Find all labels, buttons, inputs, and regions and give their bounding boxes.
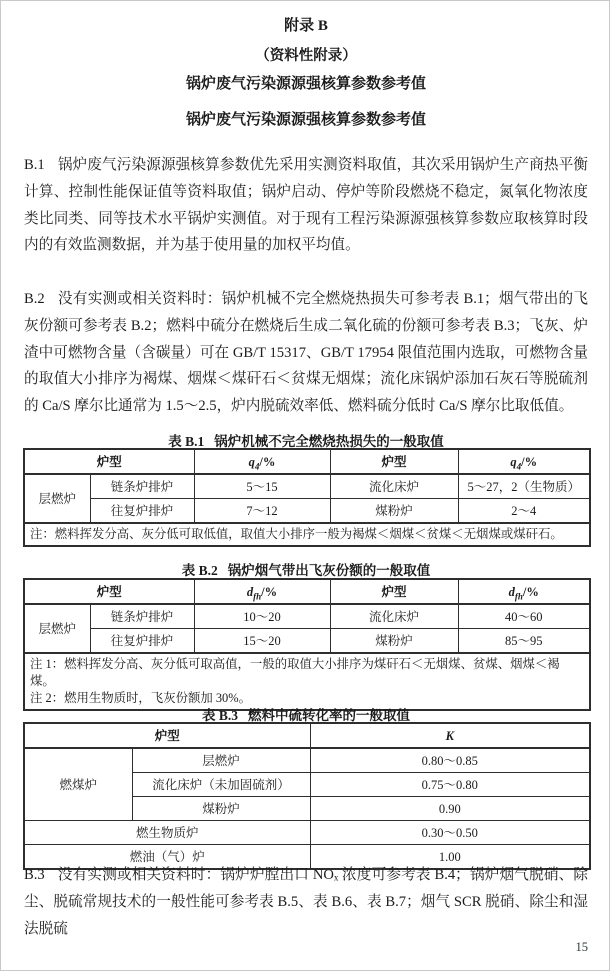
table-cell: 2～4 xyxy=(458,499,590,524)
table-cell: 0.90 xyxy=(310,797,590,821)
table-b2-header-dfh: $d_{fh}/\%$ xyxy=(194,579,330,604)
document-title-repeat: 锅炉废气污染源源强核算参数参考值 xyxy=(185,112,426,128)
table-b2-header-dfh-2: $d_{fh}/\%$ xyxy=(458,579,590,604)
table-b2-caption xyxy=(24,559,588,579)
paragraph-b3-text: 没有实测或相关资料时：锅炉炉膛出口 NOₓ 浓度可参考表 B.4；锅炉烟气脱硝、除尘、脱硫常规技术的一般性能可参考表 B.5、表 B.6、表 B.7；烟气 SCR 脱硝、除尘和湿法脱硫 xyxy=(24,867,588,937)
table-b1-caption-text: 锅炉机械不完全燃烧热损失的一般取值 xyxy=(214,434,444,449)
paragraph-b3-label: B.3 xyxy=(24,867,45,883)
table-cell: 10～20 xyxy=(194,604,330,629)
table-b1-header-q4: $q_4/\%$ xyxy=(194,449,330,474)
table-b3 xyxy=(23,722,591,870)
paragraph-b2 xyxy=(24,286,588,420)
table-row xyxy=(24,499,590,524)
table-cell: 煤粉炉 xyxy=(132,797,310,821)
table-cell: 1.00 xyxy=(310,845,590,870)
table-b1 xyxy=(23,448,591,547)
table-b1-group-label: 层燃炉 xyxy=(24,474,90,523)
paragraph-b2-label: B.2 xyxy=(24,291,45,307)
paragraph-b2-text: 没有实测或相关资料时：锅炉机械不完全燃烧热损失可参考表 B.1；烟气带出的飞灰份额可参考表 B.2；燃料中硫分在燃烧后生成二氧化硫的份额可参考表 B.3；飞灰、炉渣中可燃物含量（含碳量）可在 GB/T 15317、GB/T 17954 限值范围内选取，可燃物含量的取值大小排序为褐煤、烟煤＜煤矸石＜贫煤无烟煤；流化床锅炉添加石灰石等脱硫剂的 Ca/S 摩尔比通常为 1.5～2.5，炉内脱硫效率低、燃料硫分低时 Ca/S 摩尔比取低值。 xyxy=(24,291,588,415)
table-cell: 往复炉排炉 xyxy=(90,629,194,654)
table-cell: 煤粉炉 xyxy=(330,629,458,654)
table-row xyxy=(24,474,590,499)
table-b3-caption-label: 表 B.3 xyxy=(201,708,238,723)
table-b2-caption-label: 表 B.2 xyxy=(181,563,218,578)
table-cell: 煤粉炉 xyxy=(330,499,458,524)
table-row xyxy=(24,629,590,654)
table-b3-header-row xyxy=(24,723,590,748)
table-b3-group-label: 燃煤炉 xyxy=(24,748,132,821)
table-b3-header-type: 炉型 xyxy=(24,723,310,748)
table-b1-caption xyxy=(24,430,588,450)
table-b2-note-2: 注 2：燃用生物质时，飞灰份额加 30%。 xyxy=(30,691,251,705)
table-row xyxy=(24,821,590,845)
table-cell: 链条炉排炉 xyxy=(90,604,194,629)
table-cell: 0.80～0.85 xyxy=(310,748,590,773)
table-b1-caption-label: 表 B.1 xyxy=(168,434,205,449)
table-cell: 40～60 xyxy=(458,604,590,629)
table-cell: 往复炉排炉 xyxy=(90,499,194,524)
table-cell: 85～95 xyxy=(458,629,590,654)
table-b1-note-row xyxy=(24,523,590,546)
table-b1-header-q4-2: $q_4/\%$ xyxy=(458,449,590,474)
table-cell: 5～27，2（生物质） xyxy=(458,474,590,499)
table-cell: 7～12 xyxy=(194,499,330,524)
table-cell: 燃油（气）炉 xyxy=(24,845,310,870)
table-row xyxy=(24,604,590,629)
table-cell: 5～15 xyxy=(194,474,330,499)
appendix-heading: 附录 B xyxy=(284,18,328,34)
table-b3-caption-text: 燃料中硫转化率的一般取值 xyxy=(248,708,410,723)
table-cell: 层燃炉 xyxy=(132,748,310,773)
paragraph-b1-label: B.1 xyxy=(24,157,45,173)
table-b2-group-label: 层燃炉 xyxy=(24,604,90,653)
paragraph-b1-text: 锅炉废气污染源源强核算参数优先采用实测资料取值，其次采用锅炉生产商热平衡计算、控制性能保证值等资料取值；锅炉启动、停炉等阶段燃烧不稳定，氮氧化物浓度类比同类、同等技术水平锅炉实测值。对于现有工程污染源源强核算参数应取核算时段内的有效监测数据，并为基于使用量的加权平均值。 xyxy=(24,157,588,254)
table-b2-notes xyxy=(24,653,590,710)
table-cell: 流化床炉 xyxy=(330,474,458,499)
paragraph-b1 xyxy=(24,152,588,259)
table-b2-header-type: 炉型 xyxy=(24,579,194,604)
table-cell: 0.30～0.50 xyxy=(310,821,590,845)
appendix-type-heading: （资料性附录） xyxy=(255,48,357,64)
table-b3-caption xyxy=(24,704,588,724)
table-b1-header-type-2: 炉型 xyxy=(330,449,458,474)
table-b2-note-1: 注 1：燃料挥发分高、灰分低可取高值，一般的取值大小排序为煤矸石＜无烟煤、贫煤、烟煤＜褐煤。 xyxy=(30,657,560,688)
table-row xyxy=(24,748,590,773)
table-cell: 燃生物质炉 xyxy=(24,821,310,845)
paragraph-b3 xyxy=(24,862,588,942)
table-b1-header-type: 炉型 xyxy=(24,449,194,474)
table-b2-header-type-2: 炉型 xyxy=(330,579,458,604)
table-cell: 链条炉排炉 xyxy=(90,474,194,499)
table-b1-note: 注：燃料挥发分高、灰分低可取低值，取值大小排序一般为褐煤＜烟煤＜贫煤＜无烟煤或煤矸石。 xyxy=(24,523,590,546)
table-cell: 15～20 xyxy=(194,629,330,654)
table-b2-caption-text: 锅炉烟气带出飞灰份额的一般取值 xyxy=(227,563,431,578)
page-number: 15 xyxy=(575,940,588,954)
table-cell: 流化床炉 xyxy=(330,604,458,629)
table-b3-header-k: K xyxy=(310,723,590,748)
table-cell: 流化床炉（未加固硫剂） xyxy=(132,773,310,797)
document-title: 锅炉废气污染源源强核算参数参考值 xyxy=(185,76,426,92)
table-b2-header-row xyxy=(24,579,590,604)
table-b2-note-row xyxy=(24,653,590,710)
table-b2 xyxy=(23,578,591,711)
table-b1-header-row xyxy=(24,449,590,474)
table-cell: 0.75～0.80 xyxy=(310,773,590,797)
